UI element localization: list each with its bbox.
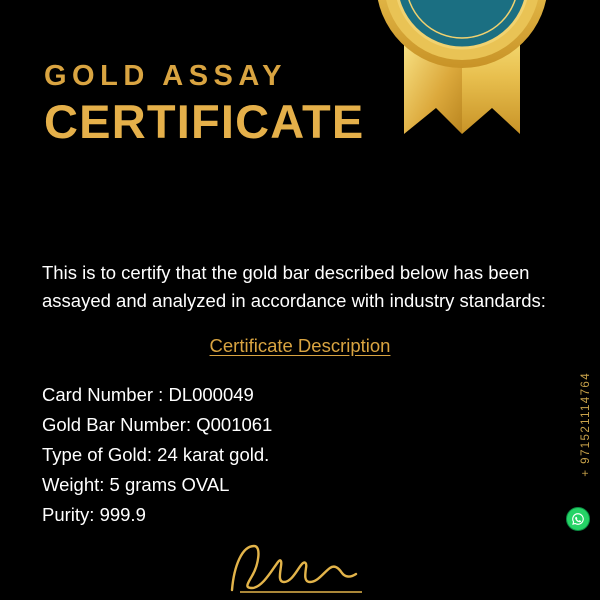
- detail-row-weight: Weight: 5 grams OVAL: [42, 473, 230, 495]
- detail-row-purity: Purity: 999.9: [42, 503, 146, 525]
- detail-row-gold-bar-number: Gold Bar Number: Q001061: [42, 413, 273, 435]
- certificate-header: [0, 0, 600, 200]
- title-line-gold-assay: GOLD ASSAY: [44, 60, 288, 92]
- section-heading-certificate-description: Certificate Description: [209, 335, 391, 356]
- page-title: [44, 62, 364, 146]
- certificate-details-list: [42, 380, 512, 530]
- detail-row-type-of-gold: Type of Gold: 24 karat gold.: [42, 443, 270, 465]
- award-ribbon-seal-icon: [352, 0, 572, 172]
- signature-image: [222, 540, 392, 598]
- whatsapp-icon[interactable]: [566, 507, 590, 531]
- detail-row-card-number: Card Number : DL000049: [42, 384, 254, 405]
- title-line-certificate: CERTIFICATE: [44, 95, 365, 148]
- phone-number-vertical: + 971521114764: [580, 372, 592, 477]
- intro-paragraph: This is to certify that the gold bar described below has been assayed and analyzed in accordance with industry standards:: [42, 261, 546, 311]
